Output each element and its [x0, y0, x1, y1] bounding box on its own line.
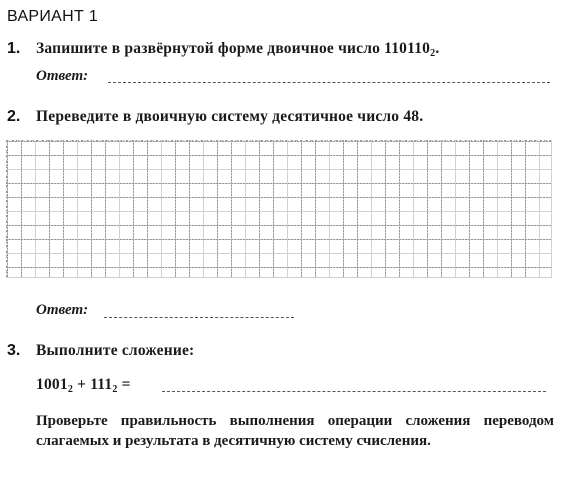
question-1-tail: . — [435, 40, 440, 57]
question-2-number: 2. — [7, 108, 21, 125]
question-2-answer-label: Ответ: — [36, 302, 89, 318]
variant-title: ВАРИАНТ 1 — [7, 8, 99, 25]
question-3-text: Выполните сложение: — [36, 342, 195, 359]
question-1-number: 1. — [7, 40, 21, 57]
addend-b: 111 — [90, 376, 113, 393]
addend-a-base: 2 — [67, 384, 74, 395]
question-1-base: 2 — [430, 48, 436, 59]
question-1-answer-label: Ответ: — [36, 68, 89, 84]
question-3-number: 3. — [7, 342, 21, 359]
question-3-expression — [36, 376, 131, 395]
question-1-text — [36, 40, 439, 59]
addend-b-base: 2 — [112, 384, 118, 395]
question-3-answer-line[interactable] — [162, 391, 546, 392]
plus-sign: + — [73, 376, 91, 393]
question-3-check-instruction: Проверьте правильность выполнения операции сложения переводом слагаемых и результата в десятичную систему счисления. — [36, 413, 554, 449]
question-2-text: Переведите в двоичную систему десятичное число 48. — [36, 108, 424, 125]
addend-a: 1001 — [36, 376, 68, 393]
equals-sign: = — [117, 376, 131, 393]
question-2-answer-line[interactable] — [104, 317, 294, 318]
question-1-body: Запишите в развёрнутой форме двоичное число 110110 — [36, 40, 431, 57]
work-grid-dash-overlay — [6, 140, 552, 278]
question-1-answer-line[interactable] — [108, 82, 550, 83]
